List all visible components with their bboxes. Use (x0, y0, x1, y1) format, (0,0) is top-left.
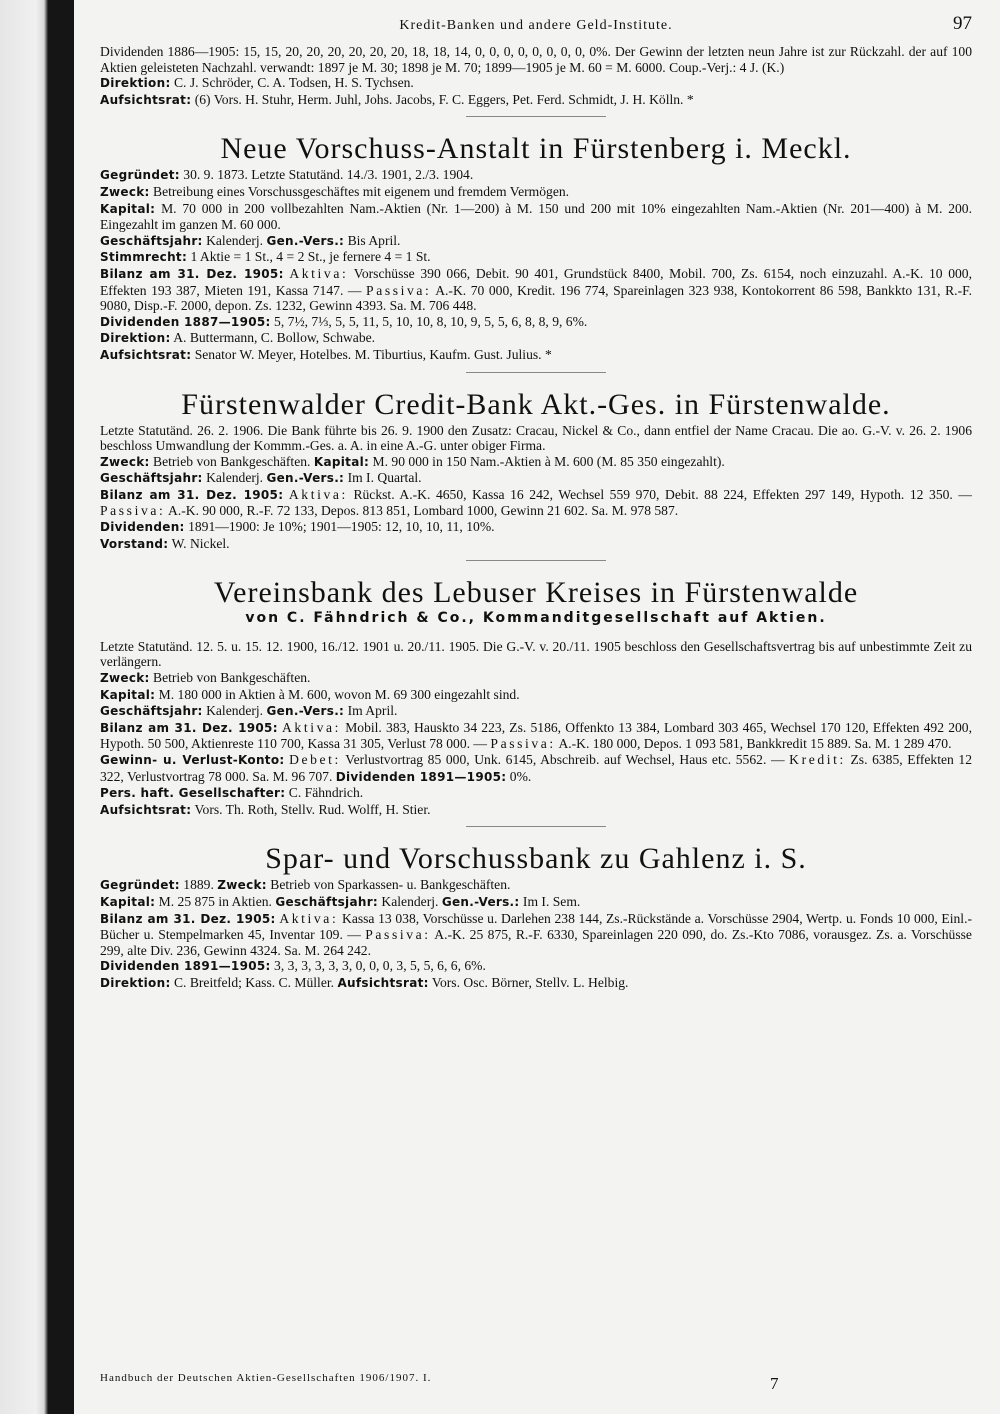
vorstand-value: W. Nickel. (171, 535, 230, 551)
entry-subtitle: von C. Fähndrich & Co., Kommanditgesellschaft auf Aktien. (245, 610, 827, 627)
kapital-value: M. 90 000 in 150 Nam.-Aktien à M. 600 (M. 85 350 eingezahlt). (372, 453, 725, 469)
aufsichtsrat-line (100, 802, 972, 819)
zweck-kapital-line (100, 454, 972, 471)
kapital-value: M. 25 875 in Aktien. (158, 893, 272, 909)
zweck-label: Zweck: (217, 878, 267, 893)
entry-title: Spar- und Vorschussbank zu Gahlenz i. S. (265, 842, 807, 876)
entry-fuerstenberg (100, 131, 972, 363)
running-title: Kredit-Banken und andere Geld-Institute. (399, 18, 673, 33)
kapital-label: Kapital: (100, 201, 156, 216)
direktion-label: Direktion: (100, 331, 171, 346)
geschaeftsjahr-label: Geschäftsjahr: (275, 894, 379, 909)
gegruendet-value: 1889. (183, 877, 214, 893)
dividenden-line (100, 314, 972, 331)
aktiva-value: Mobil. 383, Hauskto 34 223, Zs. 5186, Offenkto 13 384, Lombard 303 465, Wechsel 170 120, Effekten 492 200, Hypoth. 50 500, Aktienreste 110 700, Kassa 31 305, Verlust 78 000. — (100, 719, 973, 752)
dividenden-line (100, 958, 972, 975)
entry-continued (100, 44, 972, 108)
bilanz-label: Bilanz am 31. Dez. 1905: (100, 911, 276, 926)
aufsichtsrat-label: Aufsichtsrat: (100, 92, 192, 107)
entry-fuerstenwalder-credit-bank (100, 387, 972, 553)
divider-rule (466, 116, 606, 117)
stimmrecht-value: 1 Aktie = 1 St., 4 = 2 St., je fernere 4 = 1 St. (190, 249, 431, 265)
kapital-value: M. 180 000 in Aktien à M. 600, wovon M. 69 300 eingezahlt sind. (158, 686, 520, 702)
bilanz-label: Bilanz am 31. Dez. 1905: (100, 266, 284, 281)
intro-paragraph: Letzte Statutänd. 26. 2. 1906. Die Bank führte bis 26. 9. 1900 den Zusatz: Cracau, Nickel & Co., dann entfiel der Name Cracau. Die ao. G.-V. v. 26. 2. 1906 beschloss Umwandlung der Kommm.-Ges. a. A. in eine A.-G. unter obiger Firma. (100, 422, 972, 454)
kredit-label: Kredit: (789, 752, 846, 767)
passiva-value: A.-K. 70 000, Kredit. 196 774, Spareinlagen 323 938, Kontokorrent 86 598, Bankkto 131, R.-F. 9080, Disp.-F. 2000, depon. Zs. 1232, Gewinn 4393. Sa. M. 706 448. (100, 282, 972, 314)
kapital-value: M. 70 000 in 200 vollbezahlten Nam.-Aktien (Nr. 1—200) à M. 150 und 200 mit 10% eingezahlten Nam.-Aktien (Nr. 201—400) à M. 200. Eingezahlt im ganzen M. 60 000. (100, 200, 972, 233)
gegruendet-line (100, 167, 972, 184)
book-page (74, 0, 1000, 1414)
bilanz-line (100, 720, 972, 752)
genvers-value: Im I. Sem. (522, 893, 581, 909)
kapital-label: Kapital: (100, 687, 156, 702)
geschaeftsjahr-line (100, 233, 972, 250)
aufsichtsrat-line (100, 92, 972, 109)
genvers-value: Bis April. (347, 232, 401, 248)
entry-title: Neue Vorschuss-Anstalt in Fürstenberg i. Meckl. (220, 132, 852, 166)
bilanz-line (100, 911, 972, 959)
passiva-label: Passiva: (100, 503, 166, 519)
dividenden-label: Dividenden: (100, 520, 185, 535)
entry-vereinsbank-lebus (100, 575, 972, 818)
geschaeftsjahr-label: Geschäftsjahr: (100, 704, 203, 719)
intro-paragraph: Letzte Statutänd. 12. 5. u. 15. 12. 1900, 16./12. 1901 u. 20./11. 1905. Die G.-V. v. 20./11. 1905 beschloss den Gesellschaftsvertrag bis auf unbestimmte Zeit zu verlängern. (100, 638, 972, 670)
dividenden-value: 3, 3, 3, 3, 3, 3, 0, 0, 0, 3, 5, 5, 6, 6, 6%. (274, 958, 486, 974)
running-header (100, 13, 972, 44)
passiva-label: Passiva: (490, 736, 556, 752)
zweck-value: Betreibung eines Vorschussgeschäftes mit eigenem und fremdem Vermögen. (153, 183, 570, 199)
geschaeftsjahr-label: Geschäftsjahr: (100, 471, 203, 486)
divider-rule (466, 826, 606, 827)
zweck-line (100, 670, 972, 687)
passiva-label: Passiva: (365, 927, 431, 943)
geschaeftsjahr-label: Geschäftsjahr: (100, 233, 203, 248)
direktion-label: Direktion: (100, 975, 171, 990)
aufsichtsrat-value: (6) Vors. H. Stuhr, Herm. Juhl, Johs. Jacobs, F. C. Eggers, Pet. Ferd. Schmidt, J. H. Kölln. * (194, 91, 694, 107)
passiva-value: A.-K. 180 000, Depos. 1 093 581, Bankkredit 15 889. Sa. M. 1 289 470. (558, 736, 952, 752)
gegruendet-line (100, 877, 972, 894)
entry-title: Fürstenwalder Credit-Bank Akt.-Ges. in Fürstenwalde. (181, 387, 891, 421)
bilanz-label: Bilanz am 31. Dez. 1905: (100, 487, 284, 502)
aufsichtsrat-label: Aufsichtsrat: (100, 347, 192, 362)
geschaeftsjahr-line (100, 470, 972, 487)
geschaeftsjahr-value: Kalenderj. (206, 703, 264, 719)
aktiva-label: Aktiva: (288, 486, 348, 502)
pers-haft-line (100, 785, 972, 802)
dividenden-value: 0%. (509, 768, 532, 784)
kapital-line (100, 687, 972, 704)
pers-haft-label: Pers. haft. Gesellschafter: (100, 786, 286, 801)
footer-text: Handbuch der Deutschen Aktien-Gesellschaften 1906/1907. I. (100, 1372, 432, 1384)
signature-mark: 7 (770, 1374, 779, 1393)
geschaeftsjahr-value: Kalenderj. (381, 893, 439, 909)
entry-title: Vereinsbank des Lebuser Kreises in Fürstenwalde (213, 576, 859, 610)
aufsichtsrat-value: Vors. Osc. Börner, Stellv. L. Helbig. (431, 974, 629, 990)
kapital-line (100, 894, 972, 911)
aktiva-label: Aktiva: (289, 265, 349, 281)
gegruendet-value: 30. 9. 1873. Letzte Statutänd. 14./3. 1901, 2./3. 1904. (183, 167, 474, 183)
vorstand-line (100, 536, 972, 553)
zweck-line (100, 184, 972, 201)
direktion-line (100, 75, 972, 92)
genvers-label: Gen.-Vers.: (441, 894, 520, 909)
passiva-value: A.-K. 90 000, R.-F. 72 133, Depos. 813 851, Lombard 1000, Gewinn 21 602. Sa. M. 978 587. (168, 503, 679, 519)
stimmrecht-label: Stimmrecht: (100, 250, 188, 265)
divider-rule (466, 372, 606, 373)
aktiva-value: Kassa 13 038, Vorschüsse u. Darlehen 238 144, Zs.-Rückstände a. Vorschüsse 2904, Wertp. u. Fonds 10 000, Einl.-Bücher u. Stempelmarken 45, Inventar 109. — (100, 910, 973, 943)
direktion-line (100, 975, 972, 992)
zweck-label: Zweck: (100, 454, 150, 469)
aktiva-value: Rückst. A.-K. 4650, Kassa 16 242, Wechsel 559 970, Debit. 88 224, Effekten 297 149, Hypoth. 12 350. — (353, 486, 972, 502)
aktiva-label: Aktiva: (279, 910, 339, 926)
dividenden-line (100, 519, 972, 536)
zweck-value: Betrieb von Bankgeschäften. (153, 453, 311, 469)
direktion-label: Direktion: (100, 76, 171, 91)
zweck-label: Zweck: (100, 184, 150, 199)
genvers-value: Im I. Quartal. (347, 470, 422, 486)
aufsichtsrat-line (100, 347, 972, 364)
passiva-label: Passiva: (366, 282, 432, 298)
zweck-value: Betrieb von Sparkassen- u. Bankgeschäften. (270, 877, 511, 893)
genvers-value: Im April. (347, 703, 398, 719)
guv-line (100, 752, 972, 785)
genvers-label: Gen.-Vers.: (266, 233, 345, 248)
aufsichtsrat-label: Aufsichtsrat: (100, 802, 192, 817)
zweck-value: Betrieb von Bankgeschäften. (153, 670, 311, 686)
debet-label: Debet: (289, 752, 341, 767)
zweck-label: Zweck: (100, 671, 150, 686)
guv-label: Gewinn- u. Verlust-Konto: (100, 753, 285, 767)
bilanz-line (100, 266, 972, 314)
direktion-value: A. Buttermann, C. Bollow, Schwabe. (173, 330, 376, 346)
kapital-label: Kapital: (313, 454, 370, 469)
aufsichtsrat-label: Aufsichtsrat: (337, 975, 429, 990)
genvers-label: Gen.-Vers.: (266, 704, 345, 719)
dividenden-value: 5, 7½, 7⅓, 5, 5, 11, 5, 10, 10, 8, 10, 9, 5, 5, 6, 8, 8, 9, 6%. (274, 313, 588, 329)
direktion-value: C. Breitfeld; Kass. C. Müller. (173, 974, 335, 990)
geschaeftsjahr-value: Kalenderj. (206, 470, 264, 486)
aktiva-value: Vorschüsse 390 066, Debit. 90 401, Grundstück 8400, Mobil. 700, Zs. 6154, noch einzuzahl. A.-K. 10 000, Effekten 193 387, Mieten 191, Kassa 7147. — (100, 265, 972, 298)
stimmrecht-line (100, 249, 972, 266)
direktion-value: C. J. Schröder, C. A. Todsen, H. S. Tychsen. (173, 75, 414, 91)
geschaeftsjahr-line (100, 703, 972, 720)
aktiva-label: Aktiva: (282, 719, 341, 735)
divider-rule (466, 560, 606, 561)
dividenden-value: 1891—1900: Je 10%; 1901—1905: 12, 10, 10, 11, 10%. (188, 519, 495, 535)
page-number: 97 (953, 13, 972, 34)
kapital-label: Kapital: (100, 894, 156, 909)
direktion-line (100, 330, 972, 347)
entry-gahlenz (100, 841, 972, 991)
aufsichtsrat-value: Senator W. Meyer, Hotelbes. M. Tiburtius, Kaufm. Gust. Julius. * (194, 346, 552, 362)
dividenden-label: Dividenden 1891—1905: (100, 959, 271, 974)
vorstand-label: Vorstand: (100, 536, 169, 551)
pers-haft-value: C. Fähndrich. (288, 785, 364, 801)
kredit-value: Zs. 6385, Effekten 12 322, Verlustvortrag 78 000. Sa. M. 96 707. (100, 752, 973, 784)
dividend-paragraph: Dividenden 1886—1905: 15, 15, 20, 20, 20, 20, 20, 20, 18, 18, 14, 0, 0, 0, 0, 0, 0, 0, 0, 0%. Der Gewinn der letzten neun Jahre ist zur Rückzahl. der auf 100 Aktien geleisteten Nachzahl. verwandt: 1897 je M. 30; 1898 je M. 70; 1899—1905 je M. 60 = M. 6000. Coup.-Verj.: 4 J. (K.) (100, 44, 972, 75)
page-footer (100, 1372, 972, 1393)
genvers-label: Gen.-Vers.: (266, 471, 345, 486)
aufsichtsrat-value: Vors. Th. Roth, Stellv. Rud. Wolff, H. Stier. (194, 801, 431, 817)
debet-value: Verlustvortrag 85 000, Unk. 6145, Abschreib. auf Wechsel, Haus etc. 5562. — (345, 752, 785, 767)
bilanz-line (100, 487, 972, 519)
dividenden-label: Dividenden 1887—1905: (100, 314, 271, 329)
geschaeftsjahr-value: Kalenderj. (206, 232, 264, 248)
dividenden-label: Dividenden 1891—1905: (335, 769, 507, 784)
bilanz-label: Bilanz am 31. Dez. 1905: (100, 720, 278, 735)
gegruendet-label: Gegründet: (100, 168, 180, 183)
passiva-value: A.-K. 25 875, R.-F. 6330, Spareinlagen 220 090, do. Zs.-Kto 7086, vorausgez. Zs. a. Vorschüsse 299, alte Div. 236, Gewinn 4324. Sa. M. 264 242. (100, 927, 972, 958)
gegruendet-label: Gegründet: (100, 878, 180, 893)
page-content (100, 13, 973, 992)
kapital-line (100, 201, 972, 233)
